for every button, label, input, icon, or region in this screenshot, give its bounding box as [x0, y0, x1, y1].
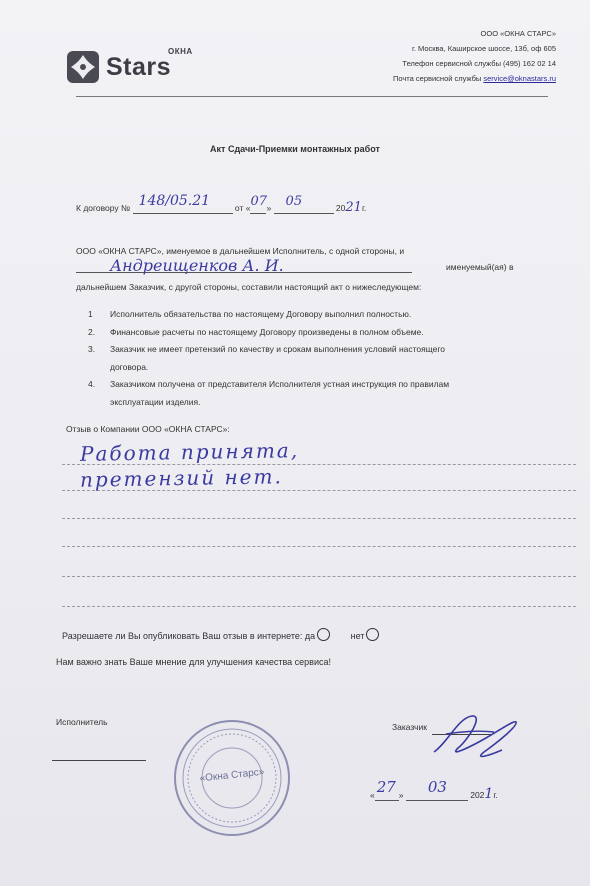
publish-no-radio[interactable] — [366, 628, 379, 641]
contract-day-field — [250, 194, 267, 214]
list-item — [88, 376, 578, 394]
customer-month-field — [406, 778, 468, 801]
company-email-link[interactable]: service@oknastars.ru — [483, 74, 556, 83]
contract-year-suffix: 21 — [345, 200, 362, 215]
company-logo — [66, 46, 193, 84]
publish-question: Разрешаете ли Вы опубликовать Ваш отзыв в интернете: да — [62, 631, 316, 641]
parties-named: именуемый(ая) в — [446, 262, 514, 272]
company-phone: Телефон сервисной службы (495) 162 02 14 — [402, 59, 556, 68]
contract-number: 148/05.21 — [138, 193, 211, 209]
list-item-text: Заказчик не имеет претензий по качеству и срокам выполнения условий настоящего — [110, 344, 446, 354]
list-item — [88, 394, 578, 412]
contract-from: от « — [234, 203, 251, 213]
items-list — [88, 306, 578, 411]
list-item-text: Исполнитель обязательства по настоящему Договору выполнил полностью. — [110, 309, 412, 319]
review-label: Отзыв о Компании ООО «ОКНА СТАРС»: — [66, 424, 230, 434]
list-item-text: Заказчиком получена от представителя Исполнителя устная инструкция по правилам — [110, 379, 450, 389]
customer-signature — [428, 712, 520, 768]
parties-line-3: дальнейшем Заказчик, с другой стороны, составили настоящий акт о нижеследующем: — [76, 282, 422, 292]
list-item-number: 3. — [88, 344, 96, 354]
executor-label: Исполнитель — [56, 717, 108, 727]
list-item — [88, 341, 578, 359]
review-text-line-1: Работа принята, — [79, 438, 300, 466]
list-item-number — [88, 394, 110, 412]
list-item-number: 1 — [88, 309, 93, 319]
header-divider — [76, 96, 548, 97]
contract-prefix: К договору № — [76, 203, 131, 213]
document-title: Акт Сдачи-Приемки монтажных работ — [210, 144, 380, 154]
publish-no-label: нет — [350, 631, 365, 641]
review-text-line-2: претензий нет. — [79, 464, 284, 492]
company-email-row — [393, 71, 556, 86]
logo-brand: Stars ОКНА — [106, 46, 193, 81]
executor-signature-line — [52, 760, 146, 761]
customer-tail: г. — [493, 790, 498, 800]
stars-logo-icon — [66, 50, 100, 84]
customer-date-row — [370, 778, 570, 804]
customer-date-open: « — [370, 790, 375, 800]
company-email-label: Почта сервисной службы — [393, 74, 482, 83]
customer-year-suffix: 1 — [484, 786, 494, 802]
company-details — [393, 26, 556, 86]
customer-year-prefix: 202 — [470, 790, 485, 800]
list-item — [88, 306, 578, 324]
customer-date-close: » — [398, 790, 404, 800]
review-line-3 — [62, 518, 576, 520]
contract-sep: » — [266, 203, 272, 213]
list-item-text: Финансовые расчеты по настоящему Договору произведены в полном объеме. — [110, 326, 424, 337]
publish-question-row — [62, 628, 379, 641]
customer-month: 03 — [427, 778, 447, 796]
contract-year-prefix: 20 — [335, 203, 346, 213]
list-item-text: договора. — [110, 361, 149, 372]
customer-name: Андреищенков А. И. — [110, 256, 284, 275]
customer-day-field — [375, 778, 399, 801]
review-line-4 — [62, 546, 576, 548]
contract-tail: г. — [361, 203, 367, 213]
feedback-note: Нам важно знать Ваше мнение для улучшения качества сервиса! — [56, 657, 331, 667]
contract-day: 07 — [250, 194, 267, 209]
parties-line-1: ООО «ОКНА СТАРС», именуемое в дальнейшем Исполнитель, с одной стороны, и — [76, 246, 405, 256]
contract-month: 05 — [285, 194, 303, 209]
customer-day: 27 — [376, 778, 396, 796]
list-item — [88, 324, 578, 342]
list-item-text: эксплуатации изделия. — [110, 396, 201, 407]
contract-number-field — [133, 193, 233, 214]
review-line-6 — [62, 606, 576, 608]
list-item-number — [88, 359, 110, 377]
company-name: ООО «ОКНА СТАРС» — [480, 29, 556, 38]
list-item — [88, 359, 578, 377]
review-line-5 — [62, 576, 576, 578]
items-container — [88, 306, 578, 411]
customer-label: Заказчик — [392, 722, 427, 732]
logo-sup: ОКНА — [168, 46, 193, 56]
stamp-text: «Окна Старс» — [199, 766, 265, 785]
publish-yes-radio[interactable] — [317, 628, 330, 641]
contract-line — [76, 193, 436, 218]
list-item-number: 4. — [88, 379, 96, 389]
list-item-number: 2. — [88, 326, 96, 337]
contract-month-field — [274, 194, 334, 214]
company-address: г. Москва, Каширское шоссе, 13б, оф 605 — [412, 44, 556, 53]
